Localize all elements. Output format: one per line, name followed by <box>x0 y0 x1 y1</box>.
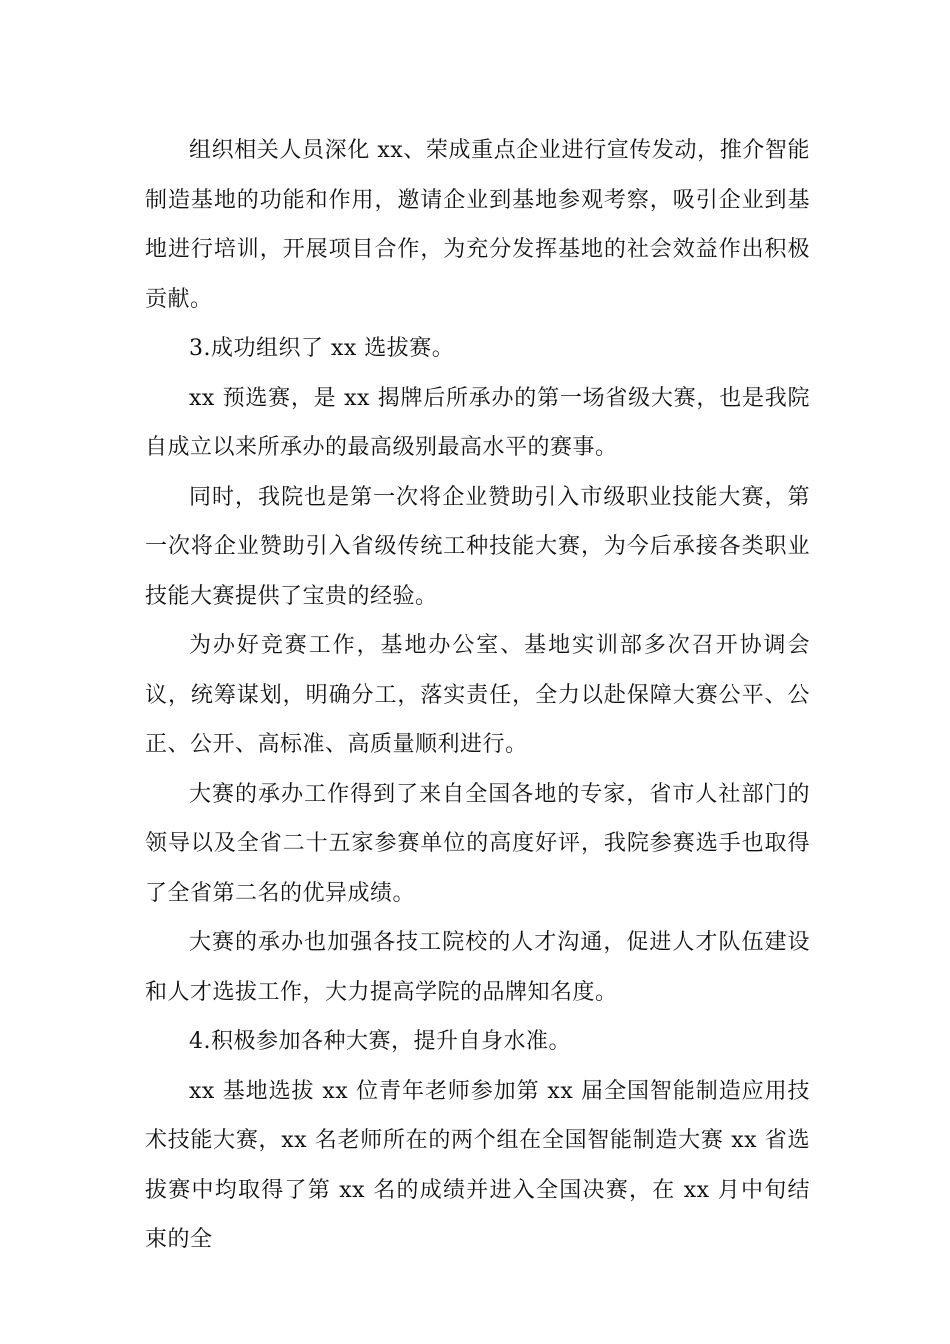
paragraph-5: 为办好竞赛工作，基地办公室、基地实训部多次召开协调会议，统筹谋划，明确分工，落实责任，全力以赴保障大赛公平、公正、公开、高标准、高质量顺利进行。 <box>145 633 810 757</box>
paragraph-1: 组织相关人员深化 xx、荣成重点企业进行宣传发动，推介智能制造基地的功能和作用，邀请企业到基地参观考察，吸引企业到基地进行培训，开展项目合作，为充分发挥基地的社会效益作出积极贡献。 <box>145 138 810 312</box>
paragraph-9: xx 基地选拔 xx 位青年老师参加第 xx 届全国智能制造应用技术技能大赛，xx 名老师所在的两个组在全国智能制造大赛 xx 省选拔赛中均取得了第 xx 名的成绩并进入全国决赛，在 xx 月中旬结束的全 <box>145 1078 810 1252</box>
paragraph-3: xx 预选赛，是 xx 揭牌后所承办的第一场省级大赛，也是我院自成立以来所承办的最高级别最高水平的赛事。 <box>145 385 810 460</box>
paragraph-2-heading: 3.成功组织了 xx 选拔赛。 <box>189 336 455 361</box>
document-body <box>145 126 810 1265</box>
paragraph-8-heading: 4.积极参加各种大赛，提升自身水准。 <box>189 1029 571 1054</box>
paragraph-6: 大赛的承办工作得到了来自全国各地的专家，省市人社部门的领导以及全省二十五家参赛单位的高度好评，我院参赛选手也取得了全省第二名的优异成绩。 <box>145 781 810 906</box>
paragraph-7: 大赛的承办也加强各技工院校的人才沟通，促进人才队伍建设和人才选拔工作，大力提高学院的品牌知名度。 <box>145 930 810 1005</box>
paragraph-4: 同时，我院也是第一次将企业赞助引入市级职业技能大赛，第一次将企业赞助引入省级传统工种技能大赛，为今后承接各类职业技能大赛提供了宝贵的经验。 <box>145 484 810 609</box>
